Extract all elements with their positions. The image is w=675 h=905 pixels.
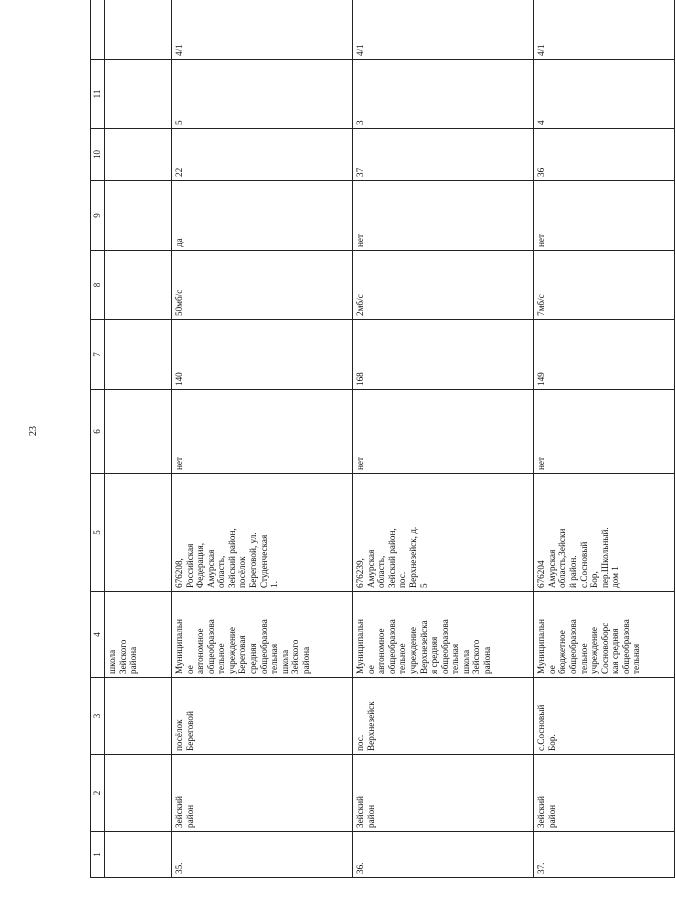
table-row — [353, 0, 534, 878]
schools-table — [90, 0, 675, 878]
col-7-value: 168 — [353, 320, 534, 390]
internet-speed: 7мб/с — [534, 251, 675, 320]
cont-cell — [105, 474, 172, 592]
cont-cell — [105, 755, 172, 832]
table-row — [534, 0, 675, 878]
cont-cell — [105, 0, 172, 60]
col-num-6: 6 — [91, 390, 105, 474]
settlement: посёлок Береговой — [172, 678, 353, 755]
col-num-9: 9 — [91, 181, 105, 251]
col-7-value: 149 — [534, 320, 675, 390]
col-num-3: 3 — [91, 678, 105, 755]
district: Зейский район — [534, 755, 675, 832]
col-9-value: нет — [534, 181, 675, 251]
col-num-12 — [91, 0, 105, 60]
settlement: пос. Верхнезейск — [353, 678, 534, 755]
cont-cell — [105, 678, 172, 755]
cont-cell — [105, 390, 172, 474]
col-10-value: 22 — [172, 129, 353, 181]
col-num-2: 2 — [91, 755, 105, 832]
internet-speed: 2мб/с — [353, 251, 534, 320]
col-11-value: 5 — [172, 60, 353, 129]
district: Зейский район — [172, 755, 353, 832]
cont-cell — [105, 320, 172, 390]
internet-speed: 50мб/с — [172, 251, 353, 320]
cont-cell — [105, 129, 172, 181]
col-num-8: 8 — [91, 251, 105, 320]
col-11-value: 3 — [353, 60, 534, 129]
col-12-value: 4/1 — [172, 0, 353, 60]
row-number: 35. — [172, 832, 353, 878]
continuation-row — [105, 0, 172, 878]
col-9-value: да — [172, 181, 353, 251]
col-6-value: нет — [534, 390, 675, 474]
table-row — [172, 0, 353, 878]
col-11-value: 4 — [534, 60, 675, 129]
institution-name: Муниципальн ое автономное общеобразова тельное учреждение Верхнезейска я средняя общеобразова тельная школа Зейского района — [353, 592, 534, 678]
col-num-11: 11 — [91, 60, 105, 129]
col-num-1: 1 — [91, 832, 105, 878]
col-num-10: 10 — [91, 129, 105, 181]
page-number: 23 — [28, 426, 39, 436]
institution-name: Муниципальн ое автономное общеобразова тельное учреждение Береговая средняя общеобразова тельная школа Зейского района — [172, 592, 353, 678]
col-6-value: нет — [172, 390, 353, 474]
col-num-7: 7 — [91, 320, 105, 390]
col-num-4: 4 — [91, 592, 105, 678]
district: Зейский район — [353, 755, 534, 832]
column-number-row — [91, 0, 105, 878]
col-12-value: 4/1 — [353, 0, 534, 60]
col-10-value: 36 — [534, 129, 675, 181]
col-9-value: нет — [353, 181, 534, 251]
col-10-value: 37 — [353, 129, 534, 181]
cont-cell — [105, 832, 172, 878]
cont-cell — [105, 251, 172, 320]
address: 676204 Амурская область,Зейски й район. с.Сосновый Бор, пер.Школьный. дом 1 — [534, 474, 675, 592]
settlement: с.Сосновый Бор. — [534, 678, 675, 755]
col-7-value: 140 — [172, 320, 353, 390]
cont-cell — [105, 181, 172, 251]
address: 676239, Амурская область, Зейский район, пос. Верхнезейск, д. 5 — [353, 474, 534, 592]
institution-name: Муниципальн ое бюджетное общеобразова тельное учреждение Сосновоборс кая средняя общеобразова тельная — [534, 592, 675, 678]
cont-cell — [105, 60, 172, 129]
row-number: 36. — [353, 832, 534, 878]
col-12-value: 4/1 — [534, 0, 675, 60]
address: 676208, Российская Федерация, Амурская область, Зейский район, посёлок Береговой, ул. Студенческая 1. — [172, 474, 353, 592]
col-num-5: 5 — [91, 474, 105, 592]
cont-cell-institution: школа Зейского района — [105, 592, 172, 678]
rotated-table-area — [90, 20, 675, 878]
rotated-table-frame — [90, 20, 675, 878]
row-number: 37. — [534, 832, 675, 878]
col-6-value: нет — [353, 390, 534, 474]
